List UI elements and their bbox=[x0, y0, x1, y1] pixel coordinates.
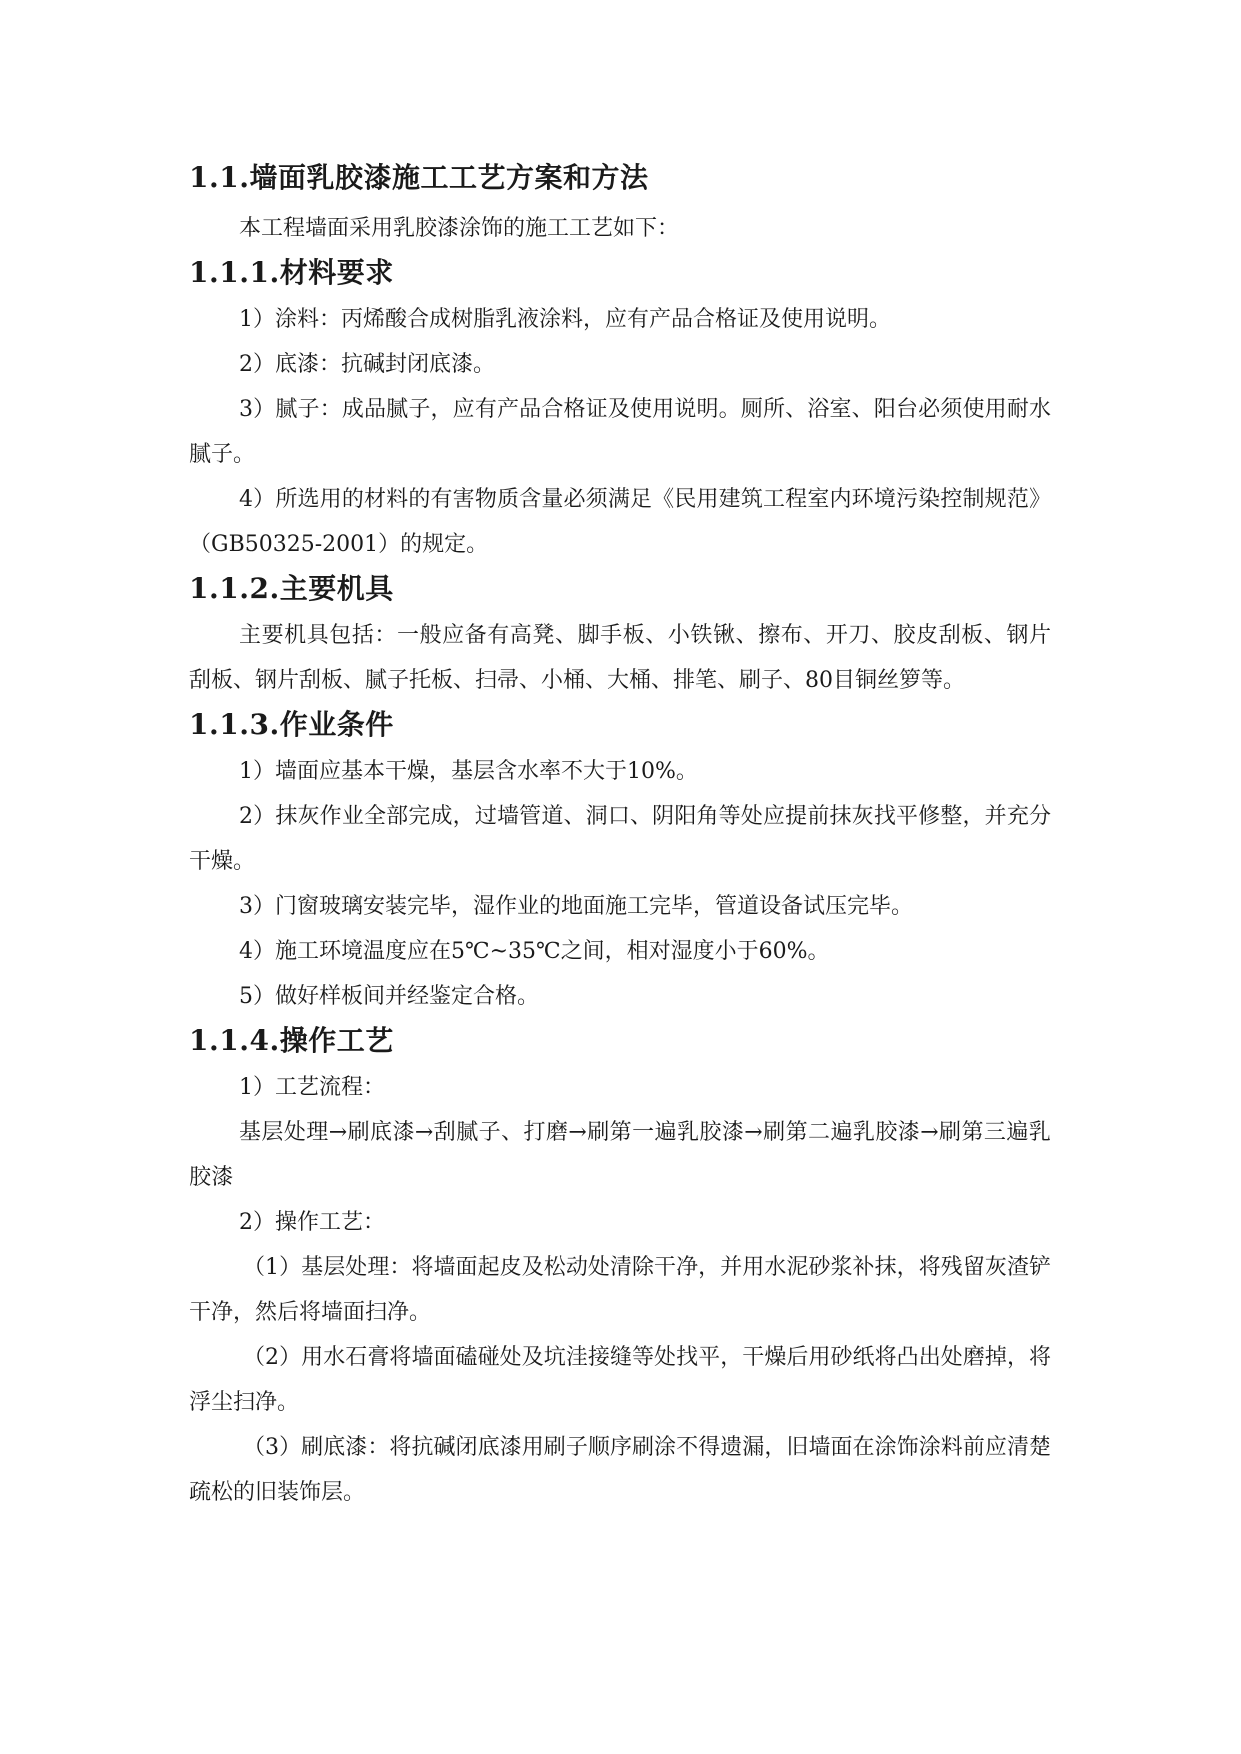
materials-item-2: 2）底漆：抗碱封闭底漆。 bbox=[239, 352, 495, 377]
section-heading-tools: 1.1.2.主要机具 bbox=[189, 572, 394, 605]
process-steps-label: 2）操作工艺： bbox=[239, 1210, 385, 1235]
materials-item-1: 1）涂料：丙烯酸合成树脂乳液涂料，应有产品合格证及使用说明。 bbox=[239, 307, 891, 332]
materials-item-3: 3）腻子：成品腻子，应有产品合格证及使用说明。厕所、浴室、阳台必须使用耐水腻子。 bbox=[189, 397, 1051, 467]
conditions-item-4: 4）施工环境温度应在5℃~35℃之间，相对湿度小于60%。 bbox=[239, 939, 830, 964]
process-step-1: （1）基层处理：将墙面起皮及松动处清除干净，并用水泥砂浆补抹，将残留灰渣铲干净，然后将墙面扫净。 bbox=[189, 1255, 1051, 1325]
process-flow: 基层处理→刷底漆→刮腻子、打磨→刷第一遍乳胶漆→刷第二遍乳胶漆→刷第三遍乳胶漆 bbox=[189, 1120, 1051, 1190]
conditions-item-2: 2）抹灰作业全部完成，过墙管道、洞口、阴阳角等处应提前抹灰找平修整，并充分干燥。 bbox=[189, 804, 1051, 874]
conditions-item-3: 3）门窗玻璃安装完毕，湿作业的地面施工完毕，管道设备试压完毕。 bbox=[239, 894, 913, 919]
intro-paragraph: 本工程墙面采用乳胶漆涂饰的施工工艺如下： bbox=[239, 216, 680, 241]
materials-item-4: 4）所选用的材料的有害物质含量必须满足《民用建筑工程室内环境污染控制规范》（GB50325-2001）的规定。 bbox=[189, 487, 1051, 557]
section-heading-conditions: 1.1.3.作业条件 bbox=[189, 708, 394, 741]
process-step-3: （3）刷底漆：将抗碱闭底漆用刷子顺序刷涂不得遗漏，旧墙面在涂饰涂料前应清楚疏松的旧装饰层。 bbox=[189, 1435, 1051, 1505]
section-heading-process: 1.1.4.操作工艺 bbox=[189, 1024, 394, 1057]
section-heading-materials: 1.1.1.材料要求 bbox=[189, 256, 394, 289]
document-body bbox=[189, 160, 1051, 1515]
process-step-2: （2）用水石膏将墙面磕碰处及坑洼接缝等处找平，干燥后用砂纸将凸出处磨掉，将浮尘扫净。 bbox=[189, 1345, 1051, 1415]
conditions-item-1: 1）墙面应基本干燥，基层含水率不大于10%。 bbox=[239, 759, 698, 784]
process-flow-label: 1）工艺流程： bbox=[239, 1075, 385, 1100]
document-title: 1.1.墙面乳胶漆施工工艺方案和方法 bbox=[189, 161, 649, 194]
tools-paragraph: 主要机具包括：一般应备有高凳、脚手板、小铁锹、擦布、开刀、胶皮刮板、钢片刮板、钢片刮板、腻子托板、扫帚、小桶、大桶、排笔、刷子、80目铜丝箩等。 bbox=[189, 623, 1051, 693]
conditions-item-5: 5）做好样板间并经鉴定合格。 bbox=[239, 984, 539, 1009]
